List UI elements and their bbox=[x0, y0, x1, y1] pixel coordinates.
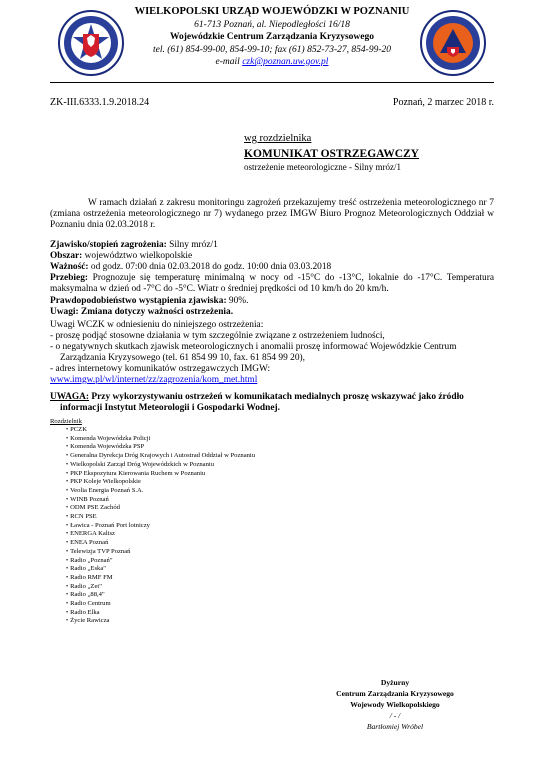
notice-label: UWAGA: bbox=[50, 392, 90, 402]
list-item: • Radio Elka bbox=[66, 609, 255, 618]
wczk-item-2-cont: Zarządzania Kryzysowego (tel. 61 854 99 10, fax. 61 854 99 20), bbox=[60, 353, 305, 363]
probability-value: 90%. bbox=[226, 296, 249, 306]
office-address: 61-713 Poznań, al. Niepodległości 16/18 bbox=[194, 19, 350, 30]
list-item: • Komenda Wojewódzka PSP bbox=[66, 443, 255, 452]
phenomenon-line bbox=[50, 240, 494, 251]
list-item: • Radio „88,4" bbox=[66, 591, 255, 600]
list-item: • Radio „Eska" bbox=[66, 565, 255, 574]
email-prefix: e-mail bbox=[215, 57, 243, 67]
validity-label: Ważność: bbox=[50, 262, 89, 272]
list-item: • Generalna Dyrekcja Dróg Krajowych i Autostrad Oddział w Poznaniu bbox=[66, 452, 255, 461]
intro-paragraph: W ramach działań z zakresu monitoringu zagrożeń przekazujemy treść ostrzeżenia meteorologicznego nr 7 (zmiana ostrzeżenia meteorologicznego nr 7) wydanego przez IMGW Biuro Prognoz Meteorologicznych Oddział w Poznaniu dnia 02.03.2018 r. bbox=[50, 198, 494, 231]
validity-value: od godz. 07:00 dnia 02.03.2018 do godz. 10:00 dnia 03.03.2018 bbox=[88, 262, 332, 272]
probability-label: Prawdopodobieństwo wystąpienia zjawiska: bbox=[50, 296, 227, 306]
wczk-intro: Uwagi WCZK w odniesieniu do niniejszego ostrzeżenia: bbox=[50, 320, 264, 330]
center-name: Wojewódzkie Centrum Zarządzania Kryzysowego bbox=[170, 32, 374, 42]
notice-text-1: Przy wykorzystywaniu ostrzeżeń w komunikatach medialnych proszę wskazywać jako źródło bbox=[89, 392, 464, 402]
list-item: • ODM PSE Zachód bbox=[66, 504, 255, 513]
area-value: województwo wielkopolskie bbox=[82, 251, 193, 261]
phenomenon-label: Zjawisko/stopień zagrożenia: bbox=[50, 240, 167, 250]
area-label: Obszar: bbox=[50, 251, 83, 261]
list-item: • Radio RMF FM bbox=[66, 574, 255, 583]
list-item: • Radio „Poznań" bbox=[66, 557, 255, 566]
list-item: • Telewizja TVP Poznań bbox=[66, 548, 255, 557]
notice-line-2: informacji Instytut Meteorologii i Gospodarki Wodnej. bbox=[60, 403, 280, 413]
list-item: • PCZK bbox=[66, 426, 255, 435]
email-line bbox=[66, 56, 478, 69]
signature-voivode: Wojewody Wielkopolskiego bbox=[350, 700, 440, 709]
phone-fax: tel. (61) 854-99-00, 854-99-10; fax (61) 852-73-27, 854-99-20 bbox=[153, 44, 391, 55]
distribution-title: Rozdzielnik bbox=[50, 418, 82, 425]
header-divider bbox=[50, 82, 494, 83]
list-item: • PKP Ekspozytura Kierowania Ruchem w Poznaniu bbox=[66, 470, 255, 479]
wczk-item-1: - proszę podjąć stosowne działania w tym szczególnie związane z ostrzeżeniem ludności, bbox=[50, 331, 385, 341]
course-value: Prognozuje się temperaturę minimalną w nocy od -15°C do -13°C, lokalnie do -17°C. Temperatura maksymalna w dzień od -7°C do -5°C. Wiatr o średniej prędkości od 10 km/h do 20 km/h. bbox=[50, 273, 494, 295]
place-date: Poznań, 2 marzec 2018 r. bbox=[392, 97, 494, 108]
office-name: WIELKOPOLSKI URZĄD WOJEWÓDZKI W POZNANIU bbox=[134, 6, 410, 17]
probability-line bbox=[50, 296, 494, 307]
validity-line bbox=[50, 262, 494, 273]
signature-name: Bartłomiej Wróbel bbox=[366, 722, 424, 731]
list-item: • PKP Koleje Wielkopolskie bbox=[66, 478, 255, 487]
wczk-item-3: - adres internetowy komunikatów ostrzegawczych IMGW: bbox=[50, 364, 271, 374]
list-item: • ENERGA Kalisz bbox=[66, 530, 255, 539]
signature-mark: / - / bbox=[389, 711, 401, 720]
list-item: • Radio „Zet" bbox=[66, 583, 255, 592]
area-line bbox=[50, 251, 494, 262]
letterhead bbox=[66, 6, 478, 69]
list-item: • Veolia Energia Poznań S.A. bbox=[66, 487, 255, 496]
page-subtitle: ostrzeżenie meteorologiczne - Silny mróz/1 bbox=[244, 162, 401, 172]
phenomenon-value: Silny mróz/1 bbox=[166, 240, 218, 250]
email-link[interactable]: czk@poznan.uw.gov.pl bbox=[242, 57, 329, 67]
list-item: • ENEA Poznań bbox=[66, 539, 255, 548]
signature-center: Centrum Zarządzania Kryzysowego bbox=[336, 689, 454, 698]
signature-role: Dyżurny bbox=[380, 678, 410, 687]
list-item: • Życie Rawicza bbox=[66, 617, 255, 626]
signature-block bbox=[300, 677, 490, 732]
distribution-note: wg rozdzielnika bbox=[244, 133, 312, 144]
remarks-line: Uwagi: Zmiana dotyczy ważności ostrzeżenia. bbox=[50, 307, 234, 317]
notice-line-1 bbox=[50, 392, 494, 403]
list-item: • Komenda Wojewódzka Policji bbox=[66, 435, 255, 444]
list-item: • Ławica - Poznań Port lotniczy bbox=[66, 522, 255, 531]
page-title: KOMUNIKAT OSTRZEGAWCZY bbox=[244, 148, 419, 160]
imgw-link[interactable]: www.imgw.pl/wl/internet/zz/zagrozenia/kom_met.html bbox=[50, 375, 258, 385]
reference-number: ZK-III.6333.1.9.2018.24 bbox=[50, 97, 150, 108]
list-item: • RCN PSE bbox=[66, 513, 255, 522]
course-label: Przebieg: bbox=[50, 273, 88, 283]
list-item: • WINB Poznań bbox=[66, 496, 255, 505]
wczk-item-2: - o negatywnych skutkach zjawisk meteorologicznych i anomalii proszę informować Wojewódzkie Centrum bbox=[50, 342, 457, 352]
list-item: • Wielkopolski Zarząd Dróg Wojewódzkich w Poznaniu bbox=[66, 461, 255, 470]
distribution-list bbox=[66, 426, 255, 626]
course-paragraph bbox=[50, 273, 494, 295]
list-item: • Radio Centrum bbox=[66, 600, 255, 609]
